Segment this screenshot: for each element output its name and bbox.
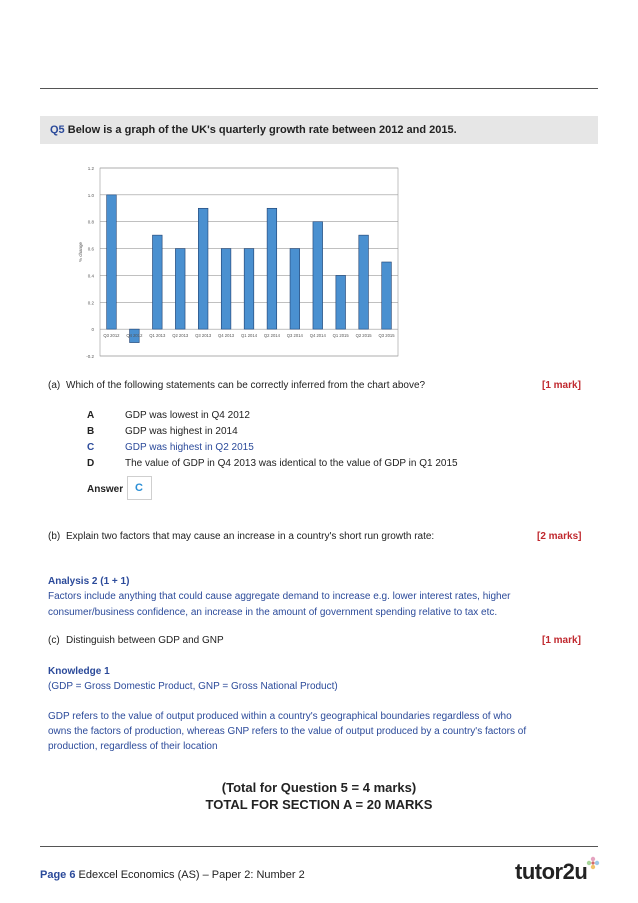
part-b-marks: [2 marks] xyxy=(537,531,582,542)
part-a-question: Which of the following statements can be correctly inferred from the chart above? xyxy=(66,380,426,391)
x-tick-label: Q2 2014 xyxy=(263,333,280,339)
bar xyxy=(359,235,369,329)
part-c-question: Distinguish between GDP and GNP xyxy=(66,635,224,646)
bar xyxy=(221,249,231,330)
x-tick-label: Q3 2014 xyxy=(286,333,303,339)
x-tick-label: Q4 2014 xyxy=(309,333,326,339)
x-tick-label: Q1 2015 xyxy=(332,333,349,339)
part-b-answer-line1: Factors include anything that could cause aggregate demand to increase e.g. lower interest rates, higher xyxy=(48,591,511,602)
answer-label: Answer xyxy=(87,484,124,495)
bar xyxy=(107,195,117,329)
bar xyxy=(290,249,300,330)
bar xyxy=(175,249,185,330)
bar xyxy=(198,208,208,329)
question-total: (Total for Question 5 = 4 marks) xyxy=(221,780,417,795)
bottom-rule xyxy=(40,846,598,847)
option-b-text: GDP was highest in 2014 xyxy=(125,426,238,437)
bar xyxy=(336,275,346,329)
answer-box xyxy=(127,476,152,500)
y-tick-label: -0.2 xyxy=(86,354,94,359)
growth-bar-chart xyxy=(70,158,410,363)
y-tick-label: 0.2 xyxy=(87,300,94,306)
y-tick-label: 0.4 xyxy=(87,273,94,279)
x-tick-label: Q1 2013 xyxy=(149,333,166,339)
y-tick-label: 1.2 xyxy=(87,166,94,171)
page-number: Page 6 xyxy=(40,869,76,881)
y-tick-label: 0.6 xyxy=(87,246,94,252)
footer-description: Edexcel Economics (AS) – Paper 2: Number 2 xyxy=(78,869,305,881)
top-rule xyxy=(40,88,598,89)
tutor2u-logo: tutor2u xyxy=(515,859,588,884)
bar xyxy=(244,249,254,330)
x-tick-label: Q1 2014 xyxy=(240,333,258,339)
part-c-definition: (GDP = Gross Domestic Product, GNP = Gross National Product) xyxy=(48,681,338,692)
bar xyxy=(382,262,392,329)
logo-flower-icon xyxy=(586,856,600,870)
part-c-heading: Knowledge 1 xyxy=(48,666,110,677)
x-tick-label: Q2 2013 xyxy=(172,333,189,339)
section-total: TOTAL FOR SECTION A = 20 MARKS xyxy=(205,797,433,812)
part-b-label: (b) xyxy=(48,531,61,542)
option-d-text: The value of GDP in Q4 2013 was identical to the value of GDP in Q1 2015 xyxy=(125,458,458,469)
x-tick-label: Q3 2012 xyxy=(103,333,120,339)
option-c-text: GDP was highest in Q2 2015 xyxy=(125,442,254,453)
x-tick-label: Q4 2013 xyxy=(218,333,235,339)
y-tick-label: 1.0 xyxy=(87,192,94,198)
part-c-answer-line1: GDP refers to the value of output produced within a country's geographical boundaries regardless of who xyxy=(48,711,512,722)
x-tick-label: Q2 2015 xyxy=(355,333,372,339)
question-number: Q5 xyxy=(50,124,65,136)
answer-value: C xyxy=(135,482,143,494)
bar xyxy=(313,222,323,329)
part-a-marks: [1 mark] xyxy=(542,380,581,391)
x-tick-label: Q4 2012 xyxy=(126,333,143,339)
part-c-marks: [1 mark] xyxy=(542,635,581,646)
option-a-letter: A xyxy=(87,410,95,421)
part-c-answer-line2: owns the factors of production, whereas GNP refers to the value of output produced by a country's factors of xyxy=(48,726,527,737)
y-tick-label: 0.8 xyxy=(87,219,94,225)
question-heading xyxy=(50,124,457,136)
option-b-letter: B xyxy=(87,426,95,437)
part-b-answer-line2: consumer/business confidence, an increase in the amount of government spending relative to tax etc. xyxy=(48,607,498,618)
option-d-letter: D xyxy=(87,458,95,469)
y-tick-label: 0 xyxy=(91,327,94,333)
question-banner xyxy=(40,116,598,144)
option-c-letter: C xyxy=(87,442,95,453)
y-axis-label: % change xyxy=(78,241,83,263)
part-b-heading: Analysis 2 (1 + 1) xyxy=(48,576,130,587)
option-a-text: GDP was lowest in Q4 2012 xyxy=(125,410,250,421)
x-tick-label: Q3 2013 xyxy=(195,333,212,339)
x-tick-label: Q3 2015 xyxy=(378,333,395,339)
part-a-label: (a) xyxy=(48,380,61,391)
part-b-question: Explain two factors that may cause an increase in a country's short run growth rate: xyxy=(66,531,435,542)
footer xyxy=(40,869,305,881)
question-title: Below is a graph of the UK's quarterly growth rate between 2012 and 2015. xyxy=(67,124,457,136)
part-c-answer-line3: production, regardless of their location xyxy=(48,741,218,752)
bar xyxy=(152,235,162,329)
part-c-label: (c) xyxy=(48,635,60,646)
bar xyxy=(267,208,277,329)
